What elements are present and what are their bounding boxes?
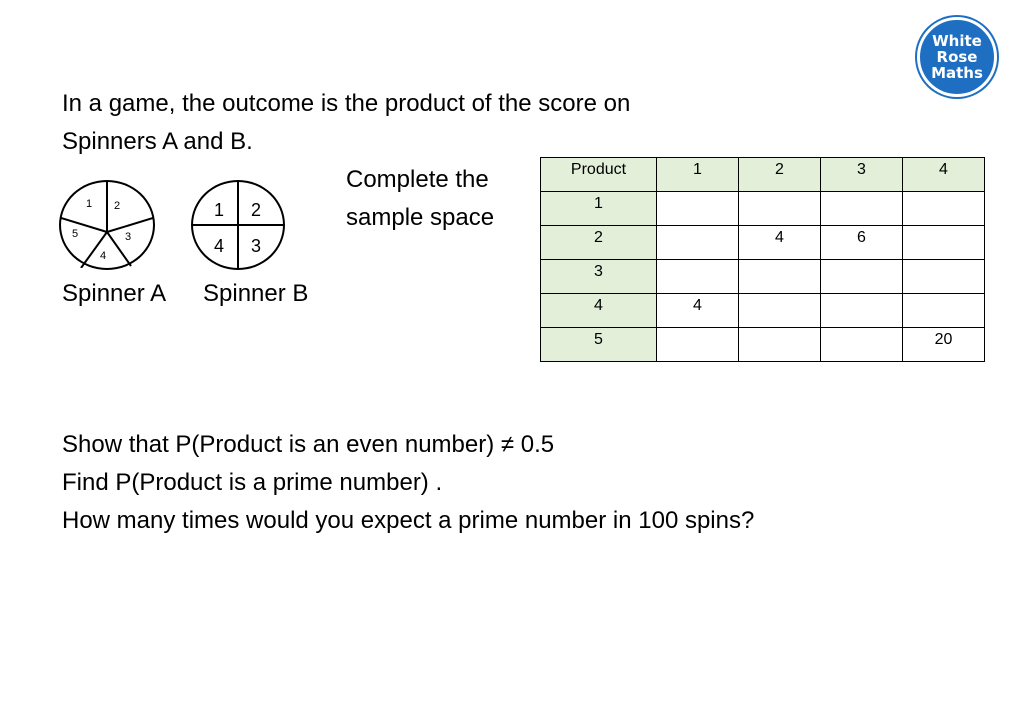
spinner-b-sector-4: 4 (214, 236, 225, 256)
sample-space-table (540, 157, 985, 362)
table-cell[interactable] (821, 294, 903, 328)
spinner-b (191, 180, 285, 270)
question-1: Show that P(Product is an even number) ≠ 0.5 (62, 431, 555, 458)
logo-line-3: Maths (931, 64, 983, 82)
table-row (541, 260, 985, 294)
spinner-a-drawing (61, 182, 153, 268)
logo-line-2: Rose (936, 48, 978, 66)
table-cell[interactable]: 6 (821, 226, 903, 260)
table-cell[interactable] (657, 192, 739, 226)
table-row-header: 2 (541, 226, 657, 260)
table-cell[interactable] (739, 260, 821, 294)
table-cell[interactable] (821, 192, 903, 226)
table-header-cell: 4 (903, 158, 985, 192)
question-2: Find P(Product is a prime number) . (62, 469, 443, 496)
table-cell[interactable]: 4 (657, 294, 739, 328)
spinner-a-sector-3: 3 (125, 231, 132, 243)
spinner-b-drawing (193, 182, 283, 268)
spinner-b-label: Spinner B (203, 280, 309, 307)
table-row-header: 1 (541, 192, 657, 226)
table-header-cell: 3 (821, 158, 903, 192)
table-header-cell: Product (541, 158, 657, 192)
spinner-a-sector-5: 5 (72, 228, 79, 240)
table-cell[interactable] (739, 192, 821, 226)
table-cell[interactable] (821, 328, 903, 362)
table-cell[interactable] (903, 294, 985, 328)
spinner-a (59, 180, 155, 270)
table-cell[interactable]: 4 (739, 226, 821, 260)
instruction-line-1: Complete the (346, 166, 489, 193)
instruction-line-2: sample space (346, 204, 495, 231)
spinner-a-divider (61, 218, 107, 232)
table-row (541, 192, 985, 226)
table-row-header: 3 (541, 260, 657, 294)
logo-line-1: White (932, 32, 982, 50)
table-header-row (541, 158, 985, 192)
table-cell[interactable] (739, 294, 821, 328)
spinner-a-divider (107, 218, 153, 232)
table-cell[interactable] (903, 226, 985, 260)
table-row-header: 4 (541, 294, 657, 328)
spinner-a-sector-4: 4 (100, 250, 107, 262)
spinner-a-sector-2: 2 (114, 200, 121, 212)
table-cell[interactable] (903, 260, 985, 294)
intro-line-1: In a game, the outcome is the product of the score on (62, 90, 631, 117)
spinner-a-sector-1: 1 (86, 198, 93, 210)
question-3: How many times would you expect a prime number in 100 spins? (62, 507, 755, 534)
table-cell[interactable]: 20 (903, 328, 985, 362)
table-row (541, 328, 985, 362)
spinner-a-label: Spinner A (62, 280, 167, 307)
table-cell[interactable] (739, 328, 821, 362)
white-rose-maths-logo (917, 17, 997, 97)
table-row-header: 5 (541, 328, 657, 362)
table-cell[interactable] (657, 328, 739, 362)
spinner-b-sector-1: 1 (214, 200, 225, 220)
table-cell[interactable] (903, 192, 985, 226)
table-row (541, 226, 985, 260)
table-header-cell: 1 (657, 158, 739, 192)
table-row (541, 294, 985, 328)
table-cell[interactable] (657, 226, 739, 260)
table-cell[interactable] (657, 260, 739, 294)
table-header-cell: 2 (739, 158, 821, 192)
spinner-b-sector-3: 3 (251, 236, 262, 256)
table-cell[interactable] (821, 260, 903, 294)
spinner-b-sector-2: 2 (251, 200, 262, 220)
intro-line-2: Spinners A and B. (62, 128, 253, 155)
